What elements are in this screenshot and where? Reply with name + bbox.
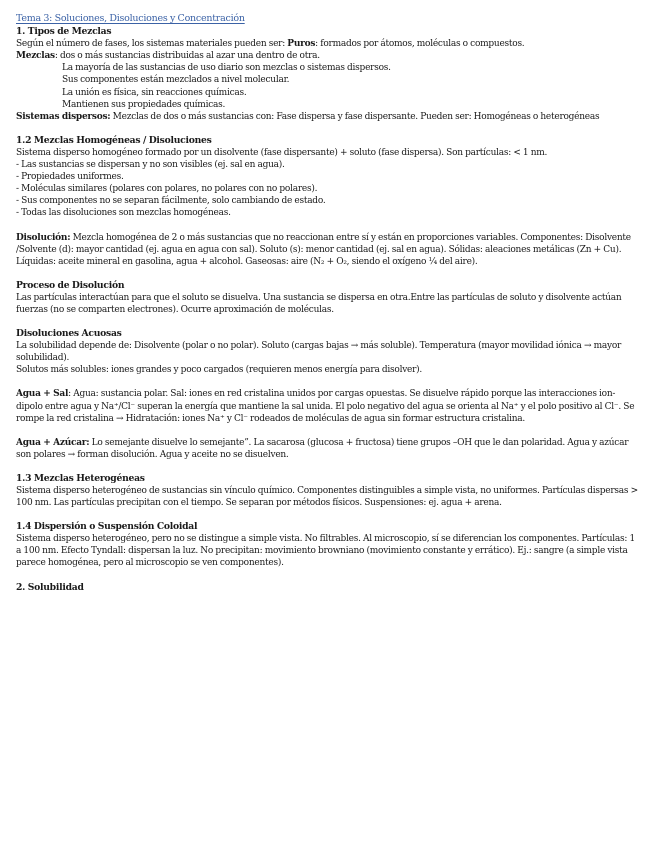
intro-paragraph: Según el número de fases, los sistemas materiales pueden ser: Puros: formados por átomos, moléculas o compuestos.	[16, 39, 525, 50]
sistemas-dispersos-label: Sistemas dispersos:	[16, 111, 111, 122]
spacer	[16, 509, 639, 521]
puros-label: Puros	[287, 39, 316, 50]
spacer	[16, 316, 639, 328]
section-heading-dispersion-coloidal: 1.4 Dispersión o Suspensión Coloidal	[16, 521, 198, 533]
spacer	[16, 461, 639, 473]
homogeneas-line: - Propiedades uniformes.	[16, 172, 124, 183]
spacer	[16, 123, 639, 135]
mezclas-bullet: Mantienen sus propiedades químicas.	[62, 99, 226, 110]
section-heading-tipos-de-mezclas: 1. Tipos de Mezclas	[16, 26, 112, 38]
mezclas-bullet: La unión es física, sin reacciones químicas.	[62, 87, 247, 98]
homogeneas-line: - Todas las disoluciones son mezclas homogéneas.	[16, 208, 231, 219]
agua-azucar-label: Agua + Azúcar:	[16, 437, 90, 448]
spacer	[16, 376, 639, 388]
disolucion-label: Disolución:	[16, 232, 71, 243]
homogeneas-line: - Moléculas similares (polares con polares, no polares con no polares).	[16, 184, 318, 195]
mezclas-bullet: La mayoría de las sustancias de uso diario son mezclas o sistemas dispersos.	[62, 63, 391, 74]
section-heading-mezclas-heterogeneas: 1.3 Mezclas Heterogéneas	[16, 472, 145, 484]
acuosas-paragraph: La solubilidad depende de: Disolvente (polar o no polar). Soluto (cargas bajas → más soluble). Temperatura (mayor movilidad iónica → mayor solubilidad).	[16, 341, 622, 364]
acuosas-paragraph: Solutos más solubles: iones grandes y poco cargados (requieren menos energía para disolver).	[16, 365, 423, 376]
homogeneas-line: - Las sustancias se dispersan y no son visibles (ej. sal en agua).	[16, 160, 285, 171]
agua-sal-paragraph: Agua + Sal: Agua: sustancia polar. Sal: iones en red cristalina unidos por cargas opuestas. Se disuelve rápido porque las interacciones ion-dipolo entre agua y Na⁺/Cl⁻ superan la energía que mantiene la sal unida. El polo negativo del agua se orienta al Na⁺ y el polo positivo al Cl⁻. Se rompe la red cristalina → Hidratación: iones Na⁺ y Cl⁻ rodeados de moléculas de agua sin formar estructura cristalina.	[16, 389, 635, 424]
homogeneas-line: Sistema disperso homogéneo formado por un disolvente (fase dispersante) + soluto (fase dispersa). Son partículas: < 1 nm.	[16, 147, 548, 158]
coloidal-paragraph: Sistema disperso heterogéneo, pero no se distingue a simple vista. No filtrables. Al microscopio, sí se diferencian los componentes. Partículas: 1 a 100 nm. Efecto Tyndall: dispersan la luz. No precipitan: movimiento browniano (movimiento constante y errático). Ej.: sangre (a simple vista parece homogénea, pero al microscopio se ven componentes).	[16, 534, 635, 569]
document-title: Tema 3: Soluciones, Disoluciones y Concentración	[16, 13, 245, 24]
spacer	[16, 425, 639, 437]
mezclas-paragraph: Mezclas: dos o más sustancias distribuidas al azar una dentro de otra.	[16, 51, 320, 62]
spacer	[16, 268, 639, 280]
section-heading-solubilidad: 2. Solubilidad	[16, 581, 84, 593]
spacer	[16, 570, 639, 582]
homogeneas-line: - Sus componentes no se separan fácilmente, solo cambiando de estado.	[16, 196, 326, 207]
agua-azucar-paragraph: Agua + Azúcar: Lo semejante disuelve lo semejante”. La sacarosa (glucosa + fructosa) tiene grupos –OH que le dan polaridad. Agua y azúcar son polares → forman disolución. Agua y aceite no se disuelven.	[16, 437, 629, 460]
mezclas-label: Mezclas	[16, 51, 55, 62]
section-heading-proceso-de-disolucion: Proceso de Disolución	[16, 279, 125, 291]
disolucion-paragraph: Disolución: Mezcla homogénea de 2 o más sustancias que no reaccionan entre sí y están en proporciones variables. Componentes: Disolvente /Solvente (d): mayor cantidad (ej. agua en agua con sal). Soluto (s): menor cantidad (ej. sal en agua). Sólidas: aleaciones metálicas (Zn + Cu). Líquidas: aceite mineral en gasolina, agua + alcohol. Gaseosas: aire (N₂ + O₂, siendo el oxígeno ¼ del aire).	[16, 232, 631, 267]
proceso-paragraph: Las partículas interactúan para que el soluto se disuelva. Una sustancia se dispersa en otra.Entre las partículas de soluto y disolvente actúan fuerzas (no se comparten electrones). Ocurre aproximación de moléculas.	[16, 292, 622, 315]
sistemas-dispersos-paragraph: Sistemas dispersos: Mezclas de dos o más sustancias con: Fase dispersa y fase dispersante. Pueden ser: Homogéneas o heterogéneas	[16, 111, 600, 122]
section-heading-disoluciones-acuosas: Disoluciones Acuosas	[16, 328, 122, 340]
heterogeneas-paragraph: Sistema disperso heterogéneo de sustancias sin vínculo químico. Componentes distinguibles a simple vista, no uniformes. Partículas dispersas > 100 nm. Las partículas precipitan con el tiempo. Se separan por métodos físicos. Suspensiones: ej. agua + arena.	[16, 486, 638, 509]
mezclas-bullet: Sus componentes están mezclados a nivel molecular.	[62, 75, 290, 86]
section-heading-mezclas-homogeneas: 1.2 Mezclas Homogéneas / Disoluciones	[16, 134, 212, 146]
spacer	[16, 220, 639, 232]
agua-sal-label: Agua + Sal	[16, 389, 69, 400]
